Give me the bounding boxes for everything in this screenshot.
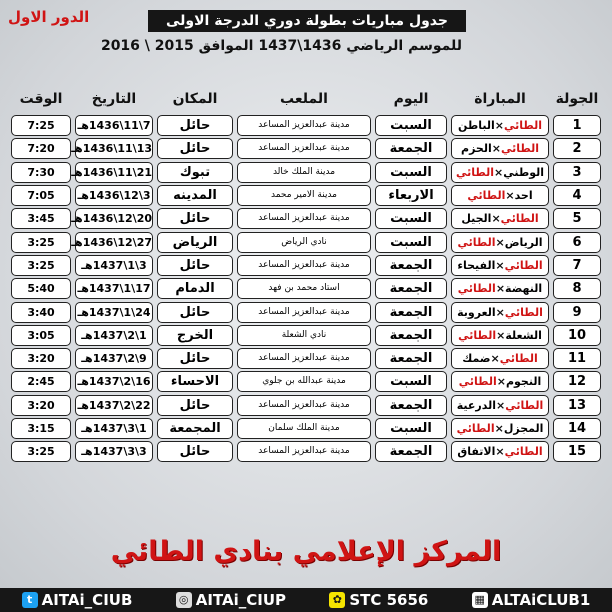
round-cell: 12 xyxy=(551,370,603,393)
stadium-cell: مدينة عبدالعزيز المساعد xyxy=(235,440,373,463)
match-cell xyxy=(449,207,551,230)
date-cell: 3\12\1436هـ xyxy=(73,184,155,207)
time-cell: 7:05 xyxy=(9,184,73,207)
place-cell: حائل xyxy=(155,137,235,160)
vs-separator: × xyxy=(495,258,505,272)
time-cell: 2:45 xyxy=(9,370,73,393)
day-cell: الجمعة xyxy=(373,394,449,417)
day-cell: الجمعة xyxy=(373,137,449,160)
vs-separator: × xyxy=(490,352,500,366)
time-cell: 3:25 xyxy=(9,254,73,277)
col-time: الوقت xyxy=(19,91,63,107)
round-cell: 5 xyxy=(551,207,603,230)
away-team: ضمك xyxy=(462,352,491,366)
schedule-table xyxy=(9,84,603,463)
col-round: الجولة xyxy=(555,91,599,107)
social-handle: AITAi_CIUB xyxy=(41,591,133,609)
day-cell: السبت xyxy=(373,114,449,137)
round-cell: 13 xyxy=(551,394,603,417)
time-cell: 7:25 xyxy=(9,114,73,137)
stadium-cell: استاد محمد بن فهد xyxy=(235,277,373,300)
table-row xyxy=(9,300,603,323)
place-cell: حائل xyxy=(155,114,235,137)
col-stadium: الملعب xyxy=(280,91,328,107)
stadium-cell: مدينة عبدالعزيز المساعد xyxy=(235,347,373,370)
day-cell: السبت xyxy=(373,230,449,253)
date-cell: 20\12\1436هـ xyxy=(73,207,155,230)
place-cell: حائل xyxy=(155,254,235,277)
col-date: التاريخ xyxy=(91,91,137,107)
table-header-row xyxy=(9,84,603,114)
away-team: الباطن xyxy=(457,119,495,133)
day-cell: الاربعاء xyxy=(373,184,449,207)
social-item[interactable] xyxy=(472,591,591,609)
stadium-cell: مدينة الملك سلمان xyxy=(235,417,373,440)
match-cell xyxy=(449,184,551,207)
table-row xyxy=(9,347,603,370)
round-cell: 9 xyxy=(551,300,603,323)
table-row xyxy=(9,207,603,230)
round-cell: 6 xyxy=(551,230,603,253)
away-team: الطائي xyxy=(467,189,506,203)
date-cell: 17\1\1437هـ xyxy=(73,277,155,300)
day-cell: السبت xyxy=(373,370,449,393)
away-team: الطائي xyxy=(457,235,496,249)
col-day: اليوم xyxy=(393,91,429,107)
social-item[interactable] xyxy=(176,591,286,609)
vs-separator: × xyxy=(494,165,504,179)
stadium-cell: مدينة عبدالعزيز المساعد xyxy=(235,254,373,277)
home-team: الشعلة xyxy=(505,328,542,342)
day-cell: الجمعة xyxy=(373,440,449,463)
away-team: العروبة xyxy=(457,305,496,319)
round-cell: 7 xyxy=(551,254,603,277)
stadium-cell: مدينة عبدالعزيز المساعد xyxy=(235,207,373,230)
stadium-cell: مدينة عبدالعزيز المساعد xyxy=(235,114,373,137)
schedule-rows xyxy=(9,114,603,463)
match-cell xyxy=(449,300,551,323)
table-row xyxy=(9,114,603,137)
vs-separator: × xyxy=(495,235,505,249)
date-cell: 3\1\1437هـ xyxy=(73,254,155,277)
date-cell: 1\3\1437هـ xyxy=(73,417,155,440)
round-cell: 10 xyxy=(551,324,603,347)
home-team: النجوم xyxy=(505,375,542,389)
round-cell: 2 xyxy=(551,137,603,160)
table-row xyxy=(9,440,603,463)
time-cell: 3:25 xyxy=(9,440,73,463)
table-row xyxy=(9,184,603,207)
round-label: الدور الاول xyxy=(8,8,90,26)
stadium-cell: مدينة عبدالعزيز المساعد xyxy=(235,137,373,160)
stadium-cell: مدينة الملك خالد xyxy=(235,161,373,184)
match-cell xyxy=(449,137,551,160)
page-title: جدول مباريات بطولة دوري الدرجة الاولى xyxy=(148,10,466,32)
away-team: الجيل xyxy=(461,212,492,226)
date-cell: 27\12\1436هـ xyxy=(73,230,155,253)
home-team: الطائي xyxy=(500,212,539,226)
date-cell: 22\2\1437هـ xyxy=(73,394,155,417)
away-team: الطائي xyxy=(457,282,496,296)
time-cell: 3:05 xyxy=(9,324,73,347)
table-row xyxy=(9,254,603,277)
vs-separator: × xyxy=(495,445,505,459)
day-cell: الجمعة xyxy=(373,347,449,370)
table-row xyxy=(9,230,603,253)
table-row xyxy=(9,394,603,417)
date-cell: 7\11\1436هـ xyxy=(73,114,155,137)
home-team: الرياض xyxy=(504,235,543,249)
day-cell: الجمعة xyxy=(373,324,449,347)
stadium-cell: مدينة عبدالعزيز المساعد xyxy=(235,300,373,323)
home-team: النهضة xyxy=(505,282,543,296)
place-cell: المدينه xyxy=(155,184,235,207)
vs-separator: × xyxy=(494,119,504,133)
away-team: الطائي xyxy=(455,165,494,179)
place-cell: حائل xyxy=(155,300,235,323)
home-team: احد xyxy=(514,189,533,203)
stadium-cell: مدينة الامير محمد xyxy=(235,184,373,207)
social-bar xyxy=(0,588,612,612)
vs-separator: × xyxy=(491,142,501,156)
day-cell: السبت xyxy=(373,417,449,440)
table-row xyxy=(9,137,603,160)
match-cell xyxy=(449,440,551,463)
home-team: الطائي xyxy=(504,258,543,272)
date-cell: 3\3\1437هـ xyxy=(73,440,155,463)
snapchat-icon: ✿ xyxy=(329,592,345,608)
twitter-icon: t xyxy=(22,592,38,608)
time-cell: 3:15 xyxy=(9,417,73,440)
home-team: الطائي xyxy=(499,352,538,366)
vs-separator: × xyxy=(494,422,504,435)
stadium-cell: مدينة عبدالله بن جلوي xyxy=(235,370,373,393)
day-cell: السبت xyxy=(373,161,449,184)
place-cell: حائل xyxy=(155,207,235,230)
date-cell: 16\2\1437هـ xyxy=(73,370,155,393)
day-cell: الجمعة xyxy=(373,254,449,277)
time-cell: 3:20 xyxy=(9,394,73,417)
match-cell xyxy=(449,394,551,417)
table-row xyxy=(9,324,603,347)
stadium-cell: نادي الرياض xyxy=(235,230,373,253)
vs-separator: × xyxy=(505,189,515,203)
time-cell: 7:20 xyxy=(9,137,73,160)
place-cell: المجمعة xyxy=(155,417,235,440)
away-team: الطائي xyxy=(458,375,497,389)
match-cell xyxy=(449,230,551,253)
vs-separator: × xyxy=(496,328,506,342)
day-cell: الجمعة xyxy=(373,277,449,300)
away-team: الطائي xyxy=(456,422,495,435)
place-cell: الاحساء xyxy=(155,370,235,393)
col-place: المكان xyxy=(172,91,218,107)
date-cell: 21\11\1436هـ xyxy=(73,161,155,184)
season-subtitle: للموسم الرياضي 1436\1437 الموافق 2015 \ 2016 xyxy=(100,38,462,54)
stadium-cell: نادي الشعلة xyxy=(235,324,373,347)
social-item[interactable] xyxy=(329,591,428,609)
social-handle: ALTAiCLUB1 xyxy=(491,591,591,609)
time-cell: 5:40 xyxy=(9,277,73,300)
vs-separator: × xyxy=(495,305,505,319)
vs-separator: × xyxy=(495,282,506,296)
vs-separator: × xyxy=(491,212,501,226)
stadium-cell: مدينة عبدالعزيز المساعد xyxy=(235,394,373,417)
date-cell: 9\2\1437هـ xyxy=(73,347,155,370)
home-team: الوطني xyxy=(503,165,544,179)
round-cell: 14 xyxy=(551,417,603,440)
date-cell: 24\1\1437هـ xyxy=(73,300,155,323)
match-cell xyxy=(449,347,551,370)
time-cell: 3:25 xyxy=(9,230,73,253)
place-cell: حائل xyxy=(155,347,235,370)
home-team: الطائي xyxy=(504,305,543,319)
away-team: الاتفاق xyxy=(457,445,496,459)
table-row xyxy=(9,370,603,393)
home-team: الطائي xyxy=(503,119,542,133)
match-cell xyxy=(449,254,551,277)
away-team: الطائي xyxy=(458,328,497,342)
home-team: الطائي xyxy=(505,398,544,412)
date-cell: 1\2\1437هـ xyxy=(73,324,155,347)
away-team: الدرعية xyxy=(456,398,497,412)
social-handle: STC 5656 xyxy=(349,591,429,609)
away-team: الحزم xyxy=(461,142,492,156)
match-cell xyxy=(449,161,551,184)
round-cell: 4 xyxy=(551,184,603,207)
away-team: الفيحاء xyxy=(457,258,496,272)
round-cell: 1 xyxy=(551,114,603,137)
match-cell xyxy=(449,277,551,300)
date-cell: 13\11\1436هـ xyxy=(73,137,155,160)
social-handle: AITAi_CIUP xyxy=(195,591,287,609)
home-team: الطائي xyxy=(500,142,539,156)
home-team: المجزل xyxy=(503,422,544,435)
place-cell: الدمام xyxy=(155,277,235,300)
bbm-icon: ▦ xyxy=(472,592,488,608)
home-team: الطائي xyxy=(504,445,543,459)
instagram-icon: ◎ xyxy=(176,592,192,608)
round-cell: 15 xyxy=(551,440,603,463)
place-cell: الرياض xyxy=(155,230,235,253)
place-cell: حائل xyxy=(155,394,235,417)
vs-separator: × xyxy=(496,398,506,412)
match-cell xyxy=(449,114,551,137)
social-item[interactable] xyxy=(22,591,133,609)
place-cell: حائل xyxy=(155,440,235,463)
time-cell: 3:40 xyxy=(9,300,73,323)
table-row xyxy=(9,161,603,184)
day-cell: السبت xyxy=(373,207,449,230)
match-cell xyxy=(449,370,551,393)
vs-separator: × xyxy=(496,375,506,389)
day-cell: الجمعة xyxy=(373,300,449,323)
time-cell: 3:45 xyxy=(9,207,73,230)
media-center-title: المركز الإعلامي بنادي الطائي xyxy=(110,536,502,567)
round-cell: 3 xyxy=(551,161,603,184)
col-match: المباراة xyxy=(474,91,526,107)
round-cell: 8 xyxy=(551,277,603,300)
place-cell: تبوك xyxy=(155,161,235,184)
time-cell: 7:30 xyxy=(9,161,73,184)
table-row xyxy=(9,277,603,300)
place-cell: الخرج xyxy=(155,324,235,347)
match-cell xyxy=(449,417,551,440)
match-cell xyxy=(449,324,551,347)
time-cell: 3:20 xyxy=(9,347,73,370)
round-cell: 11 xyxy=(551,347,603,370)
table-row xyxy=(9,417,603,440)
